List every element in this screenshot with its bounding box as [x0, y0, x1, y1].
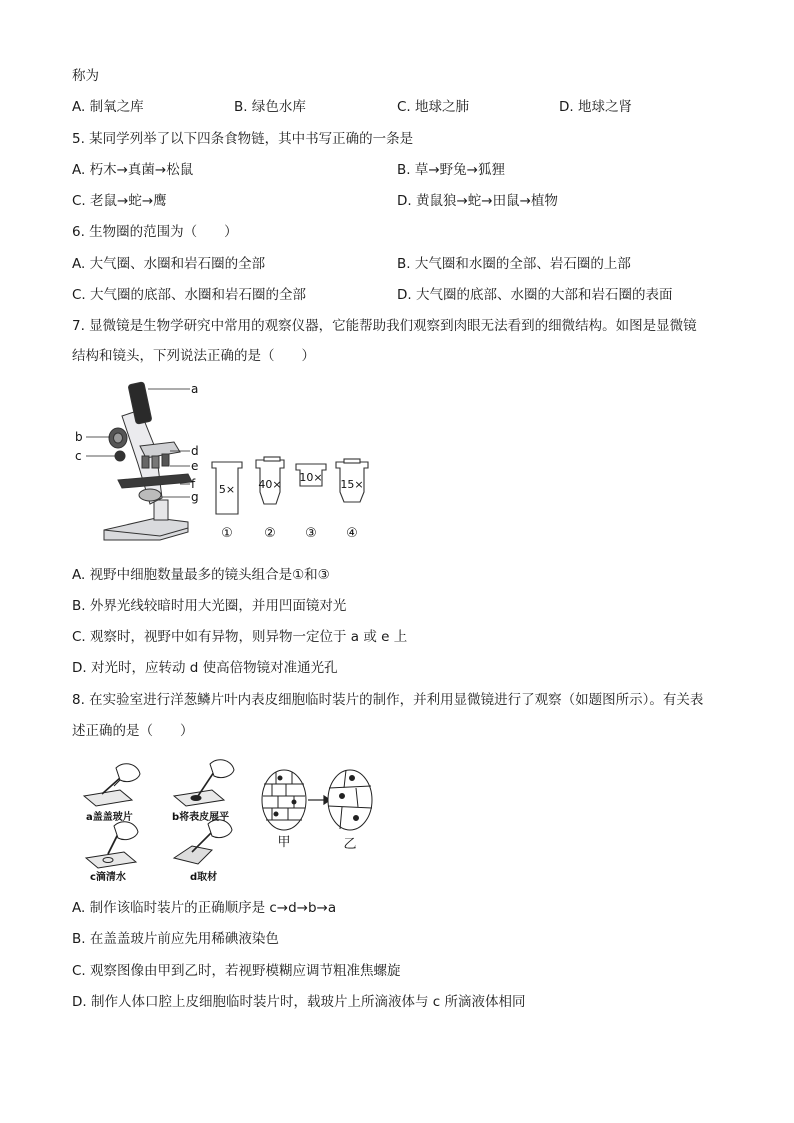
q6-option-b: B. 大气圈和水圈的全部、岩石圈的上部 — [397, 256, 631, 272]
lens-1-mag: 5× — [218, 483, 236, 496]
label-g: g — [191, 490, 199, 504]
q5-option-b: B. 草→野兔→狐狸 — [397, 162, 505, 178]
q8-option-c: C. 观察图像由甲到乙时，若视野模糊应调节粗准焦螺旋 — [72, 963, 401, 979]
view-yi — [328, 770, 372, 830]
label-f: f — [191, 477, 196, 491]
q8-stem-line2: 述正确的是（ ） — [72, 723, 194, 739]
lens-3-number: ③ — [305, 526, 317, 541]
lens-1-number: ① — [221, 526, 233, 541]
lens-4-number: ④ — [346, 526, 358, 541]
q8-option-a: A. 制作该临时装片的正确顺序是 c→d→b→a — [72, 900, 337, 916]
lens-numbers — [221, 526, 358, 541]
q4-option-c: C. 地球之肺 — [397, 99, 470, 115]
step-a-label: a盖盖玻片 — [86, 812, 133, 823]
q5-option-a: A. 朽木→真菌→松鼠 — [72, 162, 194, 178]
q6-option-a: A. 大气圈、水圈和岩石圈的全部 — [72, 256, 266, 272]
q7-stem-line2: 结构和镜头，下列说法正确的是（ ） — [72, 348, 315, 364]
q5-stem: 5. 某同学列举了以下四条食物链，其中书写正确的一条是 — [72, 131, 414, 147]
microscope-drawing — [104, 382, 192, 540]
label-c: c — [75, 449, 82, 463]
q7-option-d: D. 对光时，应转动 d 使高倍物镜对准通光孔 — [72, 660, 338, 676]
view-jia-label: 甲 — [277, 835, 291, 850]
continuation-text: 称为 — [72, 68, 99, 84]
lens-4-mag: 15× — [340, 478, 364, 491]
label-d: d — [191, 444, 199, 458]
lens-3-mag: 10× — [299, 471, 323, 484]
step-labels — [86, 810, 229, 883]
label-a: a — [191, 382, 199, 396]
view-jia — [262, 770, 306, 830]
q8-option-d: D. 制作人体口腔上皮细胞临时装片时，载玻片上所滴液体与 c 所滴液体相同 — [72, 994, 526, 1010]
microscope-figure — [70, 380, 370, 550]
lens-2-number: ② — [264, 526, 276, 541]
step-b-label: b将表皮展平 — [172, 812, 230, 823]
view-yi-label: 乙 — [343, 837, 357, 852]
step-d-drawing — [174, 820, 232, 864]
q6-stem: 6. 生物圈的范围为（ ） — [72, 224, 238, 240]
q7-option-c: C. 观察时，视野中如有异物，则异物一定位于 a 或 e 上 — [72, 629, 408, 645]
q5-option-c: C. 老鼠→蛇→鹰 — [72, 193, 167, 209]
q8-stem-line1: 8. 在实验室进行洋葱鳞片叶内表皮细胞临时装片的制作，并利用显微镜进行了观察（如题图所示）。有关表 — [72, 692, 704, 708]
q7-stem-line1: 7. 显微镜是生物学研究中常用的观察仪器，它能帮助我们观察到肉眼无法看到的细微结构。如图是显微镜 — [72, 318, 697, 334]
label-b: b — [75, 430, 83, 444]
q6-option-d: D. 大气圈的底部、水圈的大部和岩石圈的表面 — [397, 287, 673, 303]
q4-option-d: D. 地球之肾 — [559, 99, 632, 115]
onion-slide-figure — [80, 750, 380, 885]
step-d-label: d取材 — [190, 872, 218, 883]
q4-option-b: B. 绿色水库 — [234, 99, 306, 115]
arrow-icon — [308, 796, 330, 804]
q4-option-a: A. 制氧之库 — [72, 99, 144, 115]
step-c-drawing — [86, 822, 138, 868]
step-c-label: c滴清水 — [90, 872, 126, 883]
label-e: e — [191, 459, 199, 473]
q7-option-a: A. 视野中细胞数量最多的镜头组合是①和③ — [72, 567, 330, 583]
step-a-drawing — [84, 764, 140, 806]
q8-option-b: B. 在盖盖玻片前应先用稀碘液染色 — [72, 931, 279, 947]
lens-2-mag: 40× — [258, 478, 282, 491]
view-labels — [277, 835, 356, 852]
q5-option-d: D. 黄鼠狼→蛇→田鼠→植物 — [397, 193, 558, 209]
step-b-drawing — [174, 760, 234, 806]
q7-option-b: B. 外界光线较暗时用大光圈，并用凹面镜对光 — [72, 598, 347, 614]
q6-option-c: C. 大气圈的底部、水圈和岩石圈的全部 — [72, 287, 307, 303]
